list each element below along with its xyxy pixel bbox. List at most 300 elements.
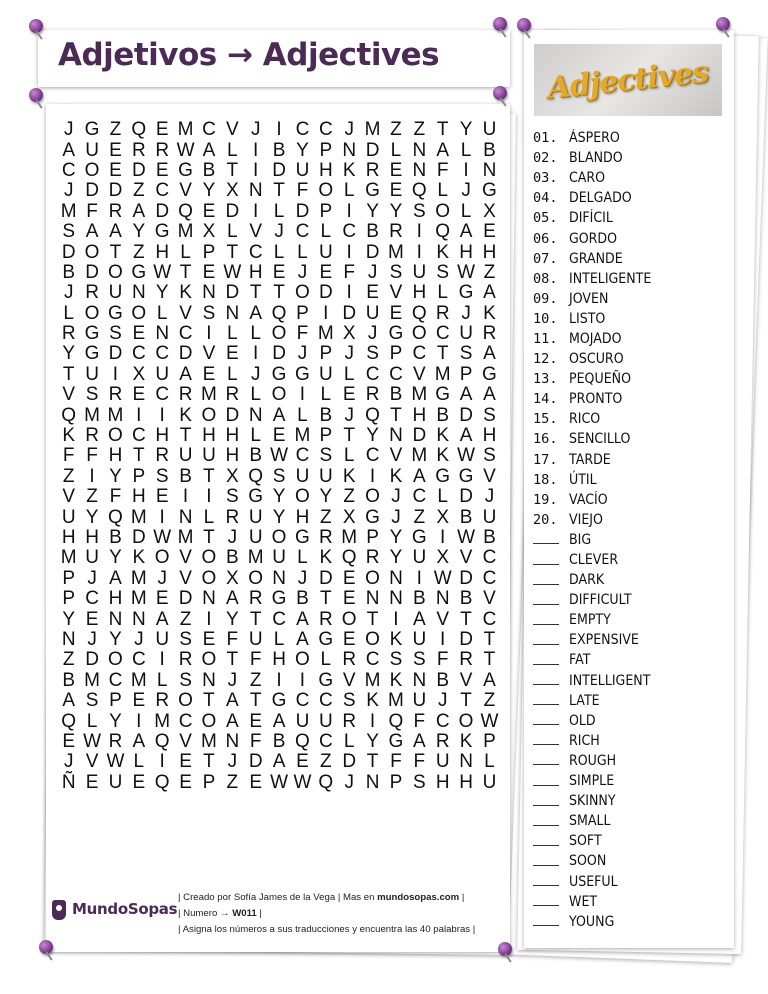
grid-letter[interactable]: M: [177, 221, 194, 243]
grid-letter[interactable]: R: [131, 139, 146, 161]
grid-letter[interactable]: E: [319, 261, 333, 283]
grid-letter[interactable]: I: [136, 710, 142, 732]
answer-blank[interactable]: [533, 875, 559, 886]
grid-letter[interactable]: M: [201, 730, 217, 752]
grid-letter[interactable]: I: [299, 669, 306, 691]
grid-letter[interactable]: F: [86, 200, 98, 222]
grid-letter[interactable]: C: [248, 241, 263, 263]
grid-letter[interactable]: T: [62, 363, 75, 385]
grid-letter[interactable]: R: [389, 221, 403, 243]
grid-letter[interactable]: U: [482, 771, 497, 793]
grid-letter[interactable]: W: [176, 139, 195, 161]
grid-letter[interactable]: N: [202, 588, 216, 610]
grid-letter[interactable]: E: [249, 710, 263, 732]
grid-letter[interactable]: I: [299, 384, 306, 406]
grid-letter[interactable]: I: [159, 404, 165, 426]
grid-letter[interactable]: G: [295, 363, 310, 385]
grid-letter[interactable]: C: [412, 343, 427, 365]
grid-letter[interactable]: Q: [388, 710, 404, 732]
grid-letter[interactable]: J: [87, 628, 97, 650]
grid-letter[interactable]: B: [179, 465, 192, 487]
grid-letter[interactable]: C: [85, 588, 99, 610]
grid-letter[interactable]: E: [155, 486, 169, 508]
grid-letter[interactable]: U: [412, 547, 427, 569]
grid-letter[interactable]: G: [365, 506, 380, 528]
grid-letter[interactable]: E: [62, 730, 76, 752]
grid-letter[interactable]: D: [459, 486, 473, 508]
grid-letter[interactable]: C: [295, 119, 310, 141]
grid-letter[interactable]: Z: [320, 751, 332, 773]
grid-letter[interactable]: G: [84, 343, 100, 365]
grid-letter[interactable]: Z: [62, 465, 75, 487]
grid-letter[interactable]: Z: [109, 119, 122, 141]
grid-letter[interactable]: K: [436, 241, 450, 263]
grid-letter[interactable]: K: [179, 282, 192, 304]
grid-letter[interactable]: B: [459, 506, 473, 528]
grid-letter[interactable]: T: [366, 608, 379, 630]
grid-letter[interactable]: K: [179, 404, 192, 426]
grid-letter[interactable]: Q: [271, 302, 287, 324]
grid-letter[interactable]: Y: [132, 221, 146, 243]
grid-letter[interactable]: J: [227, 527, 238, 548]
grid-letter[interactable]: P: [366, 527, 379, 548]
grid-letter[interactable]: D: [85, 261, 99, 283]
grid-letter[interactable]: B: [412, 588, 426, 610]
grid-letter[interactable]: K: [389, 669, 403, 691]
grid-letter[interactable]: P: [62, 588, 76, 610]
grid-letter[interactable]: Y: [389, 547, 403, 569]
grid-letter[interactable]: U: [61, 506, 76, 528]
grid-letter[interactable]: E: [132, 323, 146, 345]
grid-letter[interactable]: X: [342, 506, 356, 528]
grid-letter[interactable]: V: [62, 384, 76, 406]
grid-letter[interactable]: H: [482, 425, 497, 447]
grid-letter[interactable]: A: [179, 363, 192, 385]
grid-letter[interactable]: N: [248, 404, 263, 426]
grid-letter[interactable]: B: [483, 527, 496, 548]
grid-letter[interactable]: J: [344, 119, 354, 141]
grid-letter[interactable]: K: [62, 425, 76, 447]
grid-letter[interactable]: T: [483, 628, 496, 650]
grid-letter[interactable]: K: [483, 302, 496, 324]
grid-letter[interactable]: S: [436, 261, 450, 283]
grid-letter[interactable]: E: [342, 588, 356, 610]
grid-letter[interactable]: J: [157, 567, 167, 589]
grid-letter[interactable]: O: [271, 527, 287, 548]
grid-letter[interactable]: X: [225, 567, 239, 589]
grid-letter[interactable]: P: [202, 241, 216, 263]
grid-letter[interactable]: D: [108, 180, 123, 202]
grid-letter[interactable]: P: [389, 343, 403, 365]
grid-letter[interactable]: J: [63, 119, 74, 141]
grid-letter[interactable]: A: [412, 730, 426, 752]
grid-letter[interactable]: K: [342, 159, 356, 181]
grid-letter[interactable]: B: [436, 404, 450, 426]
grid-letter[interactable]: V: [459, 547, 473, 569]
grid-letter[interactable]: Y: [109, 628, 122, 650]
grid-letter[interactable]: M: [84, 669, 100, 691]
grid-letter[interactable]: F: [296, 180, 309, 202]
grid-letter[interactable]: D: [225, 282, 240, 304]
grid-letter[interactable]: R: [365, 159, 380, 181]
answer-blank[interactable]: [533, 634, 559, 645]
grid-letter[interactable]: E: [483, 221, 496, 243]
grid-letter[interactable]: N: [389, 425, 403, 447]
grid-letter[interactable]: P: [109, 690, 122, 712]
answer-blank[interactable]: [533, 734, 559, 745]
grid-letter[interactable]: M: [130, 669, 147, 691]
grid-letter[interactable]: X: [436, 506, 450, 528]
grid-letter[interactable]: L: [320, 221, 332, 243]
grid-letter[interactable]: T: [203, 751, 215, 773]
grid-letter[interactable]: H: [155, 241, 170, 263]
grid-letter[interactable]: K: [132, 547, 146, 569]
grid-letter[interactable]: U: [85, 139, 99, 161]
grid-letter[interactable]: A: [249, 302, 263, 324]
grid-letter[interactable]: U: [155, 363, 170, 385]
grid-letter[interactable]: W: [223, 261, 242, 283]
grid-letter[interactable]: E: [389, 180, 403, 202]
grid-letter[interactable]: G: [84, 323, 100, 345]
grid-letter[interactable]: R: [248, 588, 263, 610]
grid-letter[interactable]: F: [436, 649, 449, 671]
grid-letter[interactable]: Z: [483, 261, 496, 283]
grid-letter[interactable]: I: [369, 710, 376, 732]
grid-letter[interactable]: O: [201, 567, 217, 589]
grid-letter[interactable]: D: [365, 241, 380, 263]
grid-letter[interactable]: K: [436, 445, 450, 467]
grid-letter[interactable]: T: [249, 608, 262, 630]
grid-letter[interactable]: C: [202, 119, 216, 141]
grid-letter[interactable]: S: [85, 690, 99, 712]
grid-letter[interactable]: J: [344, 343, 354, 365]
grid-letter[interactable]: C: [295, 445, 310, 467]
grid-letter[interactable]: L: [133, 751, 145, 773]
grid-letter[interactable]: Y: [202, 180, 216, 202]
grid-letter[interactable]: G: [388, 323, 404, 345]
grid-letter[interactable]: L: [320, 384, 332, 406]
grid-letter[interactable]: J: [367, 261, 378, 283]
grid-letter[interactable]: V: [85, 751, 99, 773]
grid-letter[interactable]: A: [272, 710, 286, 732]
grid-letter[interactable]: E: [155, 119, 169, 141]
grid-letter[interactable]: U: [318, 363, 333, 385]
grid-letter[interactable]: U: [108, 282, 123, 304]
grid-letter[interactable]: L: [297, 404, 308, 426]
grid-letter[interactable]: U: [295, 710, 310, 732]
grid-letter[interactable]: I: [393, 608, 399, 630]
grid-letter[interactable]: N: [342, 139, 357, 161]
grid-letter[interactable]: N: [272, 567, 286, 589]
grid-letter[interactable]: N: [131, 608, 146, 630]
grid-letter[interactable]: I: [440, 527, 446, 548]
grid-letter[interactable]: D: [155, 200, 170, 222]
grid-letter[interactable]: I: [253, 343, 259, 365]
answer-blank[interactable]: [533, 895, 559, 906]
grid-letter[interactable]: M: [341, 527, 358, 548]
grid-letter[interactable]: K: [389, 465, 403, 487]
grid-letter[interactable]: T: [179, 261, 192, 283]
grid-letter[interactable]: S: [62, 221, 76, 243]
grid-letter[interactable]: O: [178, 690, 193, 712]
grid-letter[interactable]: C: [61, 159, 76, 181]
grid-letter[interactable]: Q: [61, 710, 77, 732]
grid-letter[interactable]: Y: [109, 547, 122, 569]
grid-letter[interactable]: M: [177, 527, 194, 548]
grid-letter[interactable]: H: [435, 771, 450, 793]
grid-letter[interactable]: U: [295, 465, 310, 487]
grid-letter[interactable]: T: [436, 119, 449, 141]
grid-letter[interactable]: I: [416, 241, 422, 263]
grid-letter[interactable]: V: [436, 608, 450, 630]
grid-letter[interactable]: F: [436, 159, 449, 181]
grid-letter[interactable]: G: [271, 588, 287, 610]
grid-letter[interactable]: Y: [272, 486, 286, 508]
grid-letter[interactable]: U: [178, 445, 193, 467]
grid-letter[interactable]: Z: [343, 486, 355, 508]
grid-letter[interactable]: U: [365, 302, 380, 324]
grid-letter[interactable]: C: [178, 323, 193, 345]
answer-blank[interactable]: [533, 654, 559, 665]
grid-letter[interactable]: T: [133, 445, 145, 467]
grid-letter[interactable]: L: [343, 363, 355, 385]
answer-blank[interactable]: [533, 694, 559, 705]
grid-letter[interactable]: S: [389, 649, 403, 671]
grid-letter[interactable]: L: [320, 649, 332, 671]
grid-letter[interactable]: U: [85, 363, 99, 385]
grid-letter[interactable]: S: [85, 384, 99, 406]
grid-letter[interactable]: J: [87, 567, 97, 589]
grid-letter[interactable]: Z: [320, 506, 332, 528]
grid-letter[interactable]: H: [61, 527, 76, 548]
grid-letter[interactable]: S: [179, 628, 192, 650]
grid-letter[interactable]: B: [62, 669, 76, 691]
grid-letter[interactable]: A: [272, 404, 286, 426]
grid-letter[interactable]: B: [272, 139, 286, 161]
answer-blank[interactable]: [533, 815, 559, 826]
grid-letter[interactable]: B: [319, 404, 333, 426]
answer-blank[interactable]: [533, 795, 559, 806]
answer-blank[interactable]: [533, 754, 559, 765]
grid-letter[interactable]: E: [249, 771, 263, 793]
grid-letter[interactable]: U: [318, 465, 333, 487]
grid-letter[interactable]: C: [155, 180, 170, 202]
grid-letter[interactable]: M: [317, 323, 334, 345]
grid-letter[interactable]: Z: [483, 690, 496, 712]
answer-blank[interactable]: [533, 915, 559, 926]
grid-letter[interactable]: R: [108, 200, 123, 222]
grid-letter[interactable]: F: [296, 323, 309, 345]
grid-letter[interactable]: T: [483, 649, 496, 671]
grid-letter[interactable]: G: [482, 180, 497, 202]
grid-letter[interactable]: A: [296, 608, 309, 630]
grid-letter[interactable]: D: [272, 159, 286, 181]
grid-letter[interactable]: U: [202, 445, 216, 467]
grid-letter[interactable]: Q: [154, 730, 170, 752]
grid-letter[interactable]: L: [437, 180, 448, 202]
grid-letter[interactable]: M: [434, 363, 451, 385]
grid-letter[interactable]: L: [250, 425, 261, 447]
grid-letter[interactable]: N: [202, 669, 216, 691]
grid-letter[interactable]: B: [459, 588, 473, 610]
answer-blank[interactable]: [533, 714, 559, 725]
grid-letter[interactable]: Z: [133, 241, 145, 263]
answer-blank[interactable]: [533, 835, 559, 846]
grid-letter[interactable]: A: [483, 343, 496, 365]
grid-letter[interactable]: J: [250, 363, 261, 385]
grid-letter[interactable]: R: [318, 608, 333, 630]
grid-letter[interactable]: A: [483, 669, 496, 691]
grid-letter[interactable]: Q: [435, 221, 451, 243]
grid-letter[interactable]: E: [109, 159, 122, 181]
grid-letter[interactable]: R: [365, 384, 380, 406]
grid-letter[interactable]: T: [226, 159, 239, 181]
grid-letter[interactable]: T: [273, 282, 285, 304]
grid-letter[interactable]: C: [365, 649, 380, 671]
grid-letter[interactable]: P: [62, 567, 76, 589]
grid-letter[interactable]: U: [435, 751, 450, 773]
grid-letter[interactable]: D: [342, 302, 357, 324]
grid-letter[interactable]: Q: [318, 771, 334, 793]
grid-letter[interactable]: E: [155, 159, 169, 181]
grid-letter[interactable]: M: [154, 710, 171, 732]
grid-letter[interactable]: E: [202, 628, 216, 650]
grid-letter[interactable]: K: [319, 547, 333, 569]
answer-blank[interactable]: [533, 533, 559, 544]
grid-letter[interactable]: C: [131, 649, 146, 671]
grid-letter[interactable]: G: [271, 690, 287, 712]
grid-letter[interactable]: V: [179, 567, 192, 589]
grid-letter[interactable]: S: [412, 649, 426, 671]
grid-letter[interactable]: O: [271, 323, 287, 345]
grid-letter[interactable]: O: [365, 486, 380, 508]
grid-letter[interactable]: L: [343, 445, 355, 467]
grid-letter[interactable]: L: [273, 200, 285, 222]
grid-letter[interactable]: A: [225, 710, 239, 732]
grid-letter[interactable]: I: [440, 628, 446, 650]
grid-letter[interactable]: L: [437, 282, 448, 304]
grid-letter[interactable]: I: [159, 506, 165, 528]
grid-letter[interactable]: D: [342, 751, 357, 773]
grid-letter[interactable]: H: [248, 261, 263, 283]
grid-letter[interactable]: R: [178, 384, 193, 406]
grid-letter[interactable]: S: [412, 200, 426, 222]
grid-letter[interactable]: C: [342, 221, 357, 243]
grid-letter[interactable]: Y: [85, 506, 99, 528]
grid-letter[interactable]: A: [459, 221, 473, 243]
grid-letter[interactable]: N: [61, 628, 76, 650]
grid-letter[interactable]: P: [483, 730, 496, 752]
grid-letter[interactable]: O: [341, 608, 357, 630]
grid-letter[interactable]: A: [62, 690, 76, 712]
grid-letter[interactable]: U: [482, 119, 497, 141]
grid-letter[interactable]: J: [297, 567, 308, 589]
grid-letter[interactable]: C: [435, 710, 450, 732]
grid-letter[interactable]: C: [482, 608, 497, 630]
grid-letter[interactable]: L: [343, 180, 355, 202]
grid-letter[interactable]: I: [206, 323, 212, 345]
grid-letter[interactable]: H: [202, 425, 216, 447]
grid-letter[interactable]: F: [109, 486, 122, 508]
grid-letter[interactable]: Q: [154, 771, 170, 793]
grid-letter[interactable]: E: [85, 771, 99, 793]
grid-letter[interactable]: U: [459, 323, 473, 345]
grid-letter[interactable]: F: [226, 628, 239, 650]
grid-letter[interactable]: Y: [109, 465, 122, 487]
grid-letter[interactable]: J: [484, 486, 495, 508]
grid-letter[interactable]: L: [86, 710, 98, 732]
grid-letter[interactable]: O: [295, 282, 310, 304]
grid-letter[interactable]: E: [342, 384, 356, 406]
grid-letter[interactable]: J: [63, 751, 74, 773]
grid-letter[interactable]: R: [85, 425, 99, 447]
grid-letter[interactable]: L: [437, 486, 448, 508]
grid-letter[interactable]: L: [180, 241, 191, 263]
grid-letter[interactable]: P: [132, 465, 146, 487]
grid-letter[interactable]: I: [253, 159, 259, 181]
grid-letter[interactable]: I: [276, 119, 282, 141]
grid-letter[interactable]: B: [389, 384, 403, 406]
grid-letter[interactable]: Q: [178, 200, 193, 222]
grid-letter[interactable]: R: [365, 547, 380, 569]
grid-letter[interactable]: D: [459, 404, 473, 426]
grid-letter[interactable]: A: [62, 139, 76, 161]
grid-letter[interactable]: I: [346, 200, 352, 222]
grid-letter[interactable]: J: [134, 628, 144, 650]
grid-letter[interactable]: E: [155, 588, 169, 610]
grid-letter[interactable]: Z: [179, 608, 192, 630]
grid-letter[interactable]: V: [225, 119, 239, 141]
grid-letter[interactable]: M: [364, 119, 381, 141]
grid-letter[interactable]: H: [295, 506, 310, 528]
grid-letter[interactable]: K: [342, 465, 356, 487]
grid-letter[interactable]: L: [156, 669, 168, 691]
grid-letter[interactable]: E: [179, 751, 192, 773]
grid-letter[interactable]: U: [482, 506, 497, 528]
grid-letter[interactable]: G: [388, 730, 404, 752]
grid-letter[interactable]: E: [272, 261, 286, 283]
grid-letter[interactable]: O: [271, 384, 287, 406]
grid-letter[interactable]: M: [201, 384, 217, 406]
grid-letter[interactable]: S: [109, 323, 122, 345]
grid-letter[interactable]: Z: [413, 119, 426, 141]
grid-letter[interactable]: J: [344, 771, 354, 793]
grid-letter[interactable]: H: [482, 241, 497, 263]
grid-letter[interactable]: Q: [108, 506, 123, 528]
grid-letter[interactable]: Y: [109, 710, 122, 732]
grid-letter[interactable]: O: [201, 404, 217, 426]
grid-letter[interactable]: R: [155, 690, 170, 712]
grid-letter[interactable]: D: [225, 404, 240, 426]
grid-letter[interactable]: L: [343, 730, 355, 752]
grid-letter[interactable]: Z: [249, 669, 262, 691]
grid-letter[interactable]: C: [435, 323, 450, 345]
grid-letter[interactable]: N: [248, 180, 263, 202]
grid-letter[interactable]: H: [225, 445, 240, 467]
grid-letter[interactable]: A: [436, 139, 450, 161]
grid-letter[interactable]: R: [108, 384, 123, 406]
grid-letter[interactable]: S: [319, 445, 333, 467]
grid-letter[interactable]: O: [365, 567, 380, 589]
grid-letter[interactable]: R: [435, 730, 450, 752]
grid-letter[interactable]: C: [295, 221, 310, 243]
grid-letter[interactable]: U: [248, 628, 263, 650]
answer-blank[interactable]: [533, 674, 559, 685]
grid-letter[interactable]: T: [203, 690, 215, 712]
grid-letter[interactable]: C: [131, 343, 146, 365]
grid-letter[interactable]: I: [182, 486, 189, 508]
grid-letter[interactable]: M: [364, 669, 381, 691]
